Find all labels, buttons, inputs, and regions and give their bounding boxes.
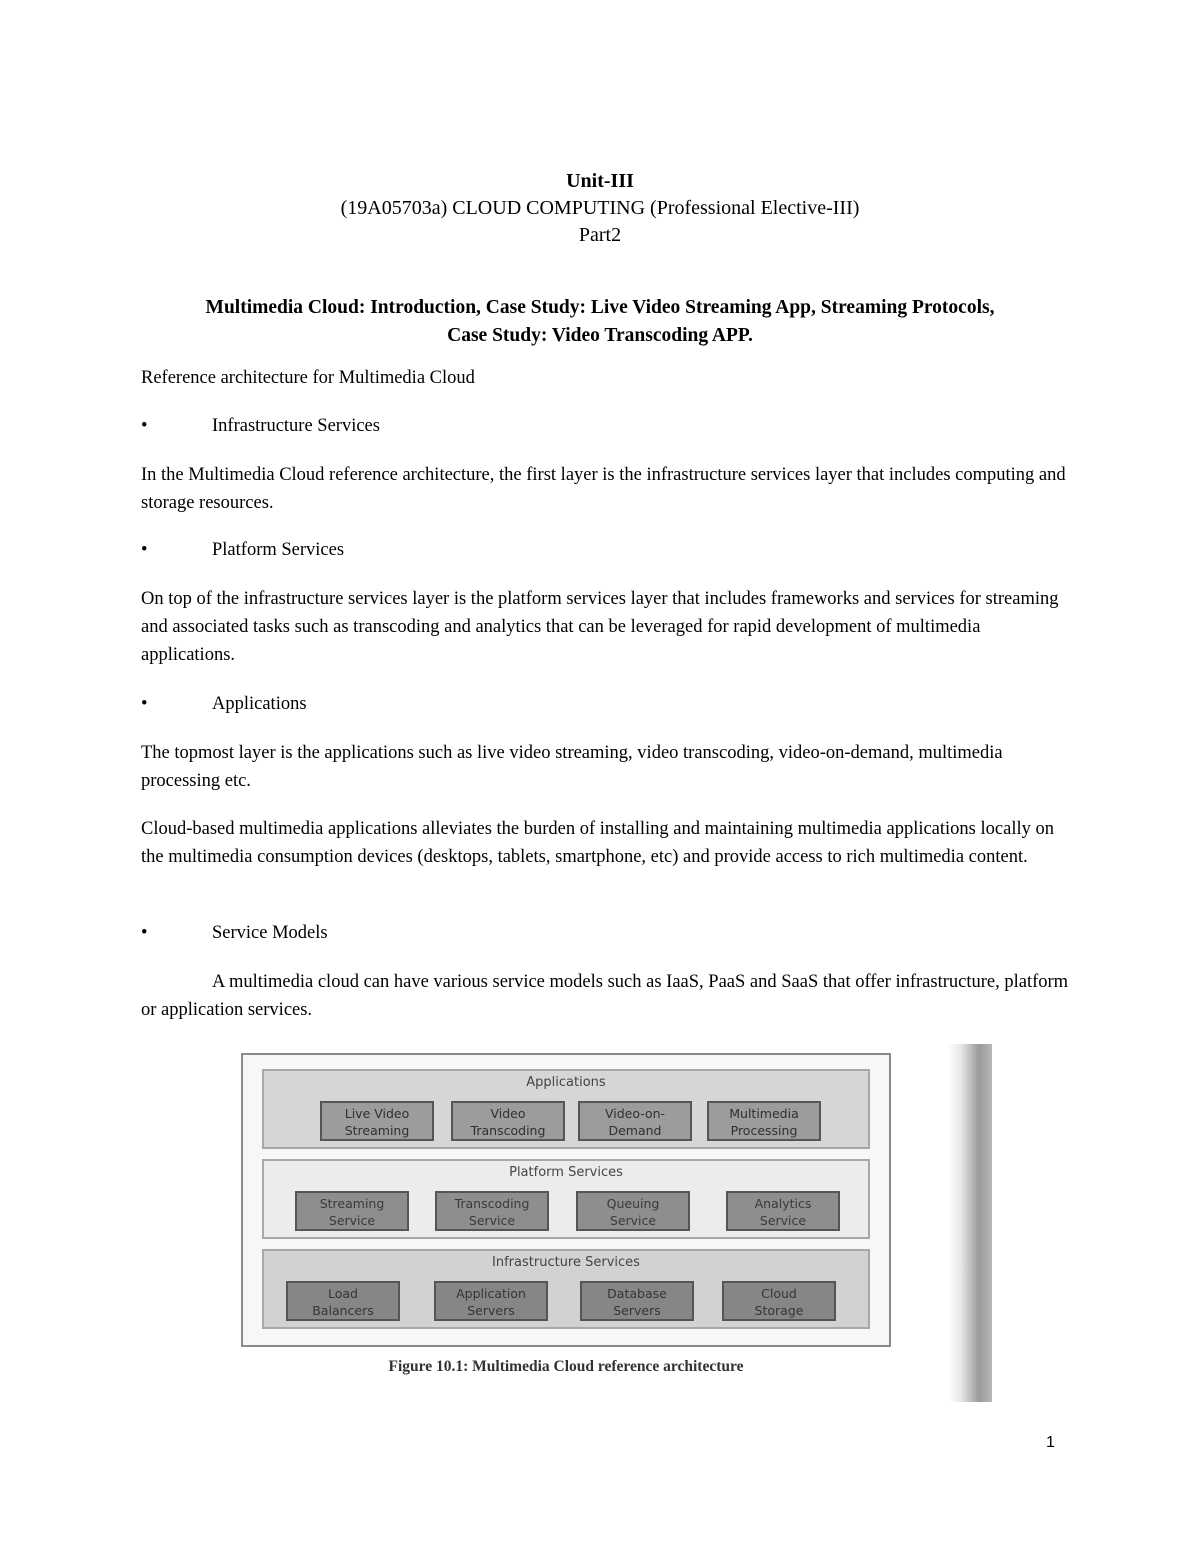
bullet-symbol: • — [141, 923, 148, 943]
bullet-symbol: • — [141, 694, 148, 714]
database-servers-box — [580, 1281, 694, 1321]
applications-layer — [262, 1069, 870, 1149]
streaming-service-box — [295, 1191, 409, 1231]
box-line-1: Queuing — [606, 1196, 660, 1211]
box-line-2: Processing — [730, 1123, 798, 1138]
video-on-demand-box — [578, 1101, 692, 1141]
load-balancers-box — [286, 1281, 400, 1321]
multimedia-processing-box — [707, 1101, 821, 1141]
box-line-1: Live Video — [344, 1106, 410, 1121]
box-line-2: Service — [328, 1213, 376, 1228]
box-line-2: Service — [468, 1213, 516, 1228]
box-line-2: Storage — [754, 1303, 804, 1318]
bullet-symbol: • — [141, 416, 148, 436]
box-line-1: Database — [607, 1286, 667, 1301]
page-number: 1 — [1046, 1434, 1055, 1451]
queuing-service-box — [576, 1191, 690, 1231]
cloud-based-paragraph — [141, 815, 1071, 871]
bullet-platform — [141, 536, 344, 564]
box-line-2: Balancers — [312, 1303, 374, 1318]
box-line-2: Streaming — [344, 1123, 410, 1138]
box-line-2: Transcoding — [470, 1123, 546, 1138]
part-title: Part2 — [578, 224, 622, 246]
box-line-2: Service — [609, 1213, 657, 1228]
box-line-1: Transcoding — [454, 1196, 530, 1211]
intro-text — [141, 364, 1071, 392]
box-line-2: Demand — [608, 1123, 662, 1138]
bullet-label: Platform Services — [212, 540, 345, 560]
box-line-1: Streaming — [319, 1196, 385, 1211]
paragraph-text: The topmost layer is the applications such as live video streaming, video transcoding, video-on-demand, multimedia processing etc. — [141, 743, 1003, 791]
topics-line-2: Case Study: Video Transcoding APP. — [447, 325, 753, 346]
architecture-figure — [241, 1053, 891, 1347]
application-servers-box — [434, 1281, 548, 1321]
bullet-applications — [141, 690, 307, 718]
infrastructure-services-layer — [262, 1249, 870, 1329]
topics-heading — [100, 294, 1100, 350]
bullet-symbol: • — [141, 540, 148, 560]
bullet-label: Applications — [212, 694, 307, 714]
service-models-paragraph — [141, 968, 1071, 1024]
document-header — [0, 168, 1200, 249]
figure-caption: Figure 10.1: Multimedia Cloud reference architecture — [388, 1358, 744, 1375]
infrastructure-paragraph — [141, 461, 1071, 517]
analytics-service-box — [726, 1191, 840, 1231]
video-transcoding-box — [451, 1101, 565, 1141]
unit-title: Unit-III — [566, 170, 634, 192]
live-video-streaming-box — [320, 1101, 434, 1141]
cloud-storage-box — [722, 1281, 836, 1321]
platform-paragraph — [141, 585, 1071, 669]
bullet-infrastructure — [141, 412, 380, 440]
layer-title: Infrastructure Services — [492, 1255, 640, 1270]
paragraph-text: A multimedia cloud can have various service models such as IaaS, PaaS and SaaS that offer infrastructure, platform or application services. — [141, 972, 1069, 1020]
box-line-1: Analytics — [754, 1196, 812, 1211]
box-line-1: Multimedia — [729, 1106, 799, 1121]
topics-line-1: Multimedia Cloud: Introduction, Case Study: Live Video Streaming App, Streaming Protocols, — [205, 297, 995, 318]
platform-services-layer — [262, 1159, 870, 1239]
layer-title: Applications — [526, 1075, 606, 1090]
course-title: (19A05703a) CLOUD COMPUTING (Professional Elective-III) — [340, 197, 860, 219]
intro-paragraph: Reference architecture for Multimedia Cloud — [141, 368, 475, 388]
layer-title: Platform Services — [509, 1165, 623, 1180]
box-line-1: Application — [456, 1286, 526, 1301]
paragraph-text: On top of the infrastructure services layer is the platform services layer that includes frameworks and services for streaming and associated tasks such as transcoding and analytics that can be leveraged for rapid development of multimedia applications. — [141, 589, 1059, 665]
bullet-label: Service Models — [212, 923, 328, 943]
paragraph-text: Cloud-based multimedia applications alleviates the burden of installing and maintaining multimedia applications locally on the multimedia consumption devices (desktops, tablets, smartphone, etc) and provide access to rich multimedia content. — [141, 819, 1054, 867]
box-line-1: Cloud — [761, 1286, 797, 1301]
box-line-1: Video — [490, 1106, 526, 1121]
box-line-2: Service — [759, 1213, 807, 1228]
paragraph-text: In the Multimedia Cloud reference architecture, the first layer is the infrastructure services layer that includes computing and storage resources. — [141, 465, 1066, 513]
bullet-label: Infrastructure Services — [212, 416, 380, 436]
box-line-2: Servers — [613, 1303, 661, 1318]
box-line-2: Servers — [467, 1303, 515, 1318]
applications-paragraph — [141, 739, 1071, 795]
scanned-page-edge — [948, 1044, 992, 1402]
transcoding-service-box — [435, 1191, 549, 1231]
box-line-1: Load — [328, 1286, 358, 1301]
bullet-service-models — [141, 919, 328, 947]
box-line-1: Video-on- — [604, 1106, 666, 1121]
